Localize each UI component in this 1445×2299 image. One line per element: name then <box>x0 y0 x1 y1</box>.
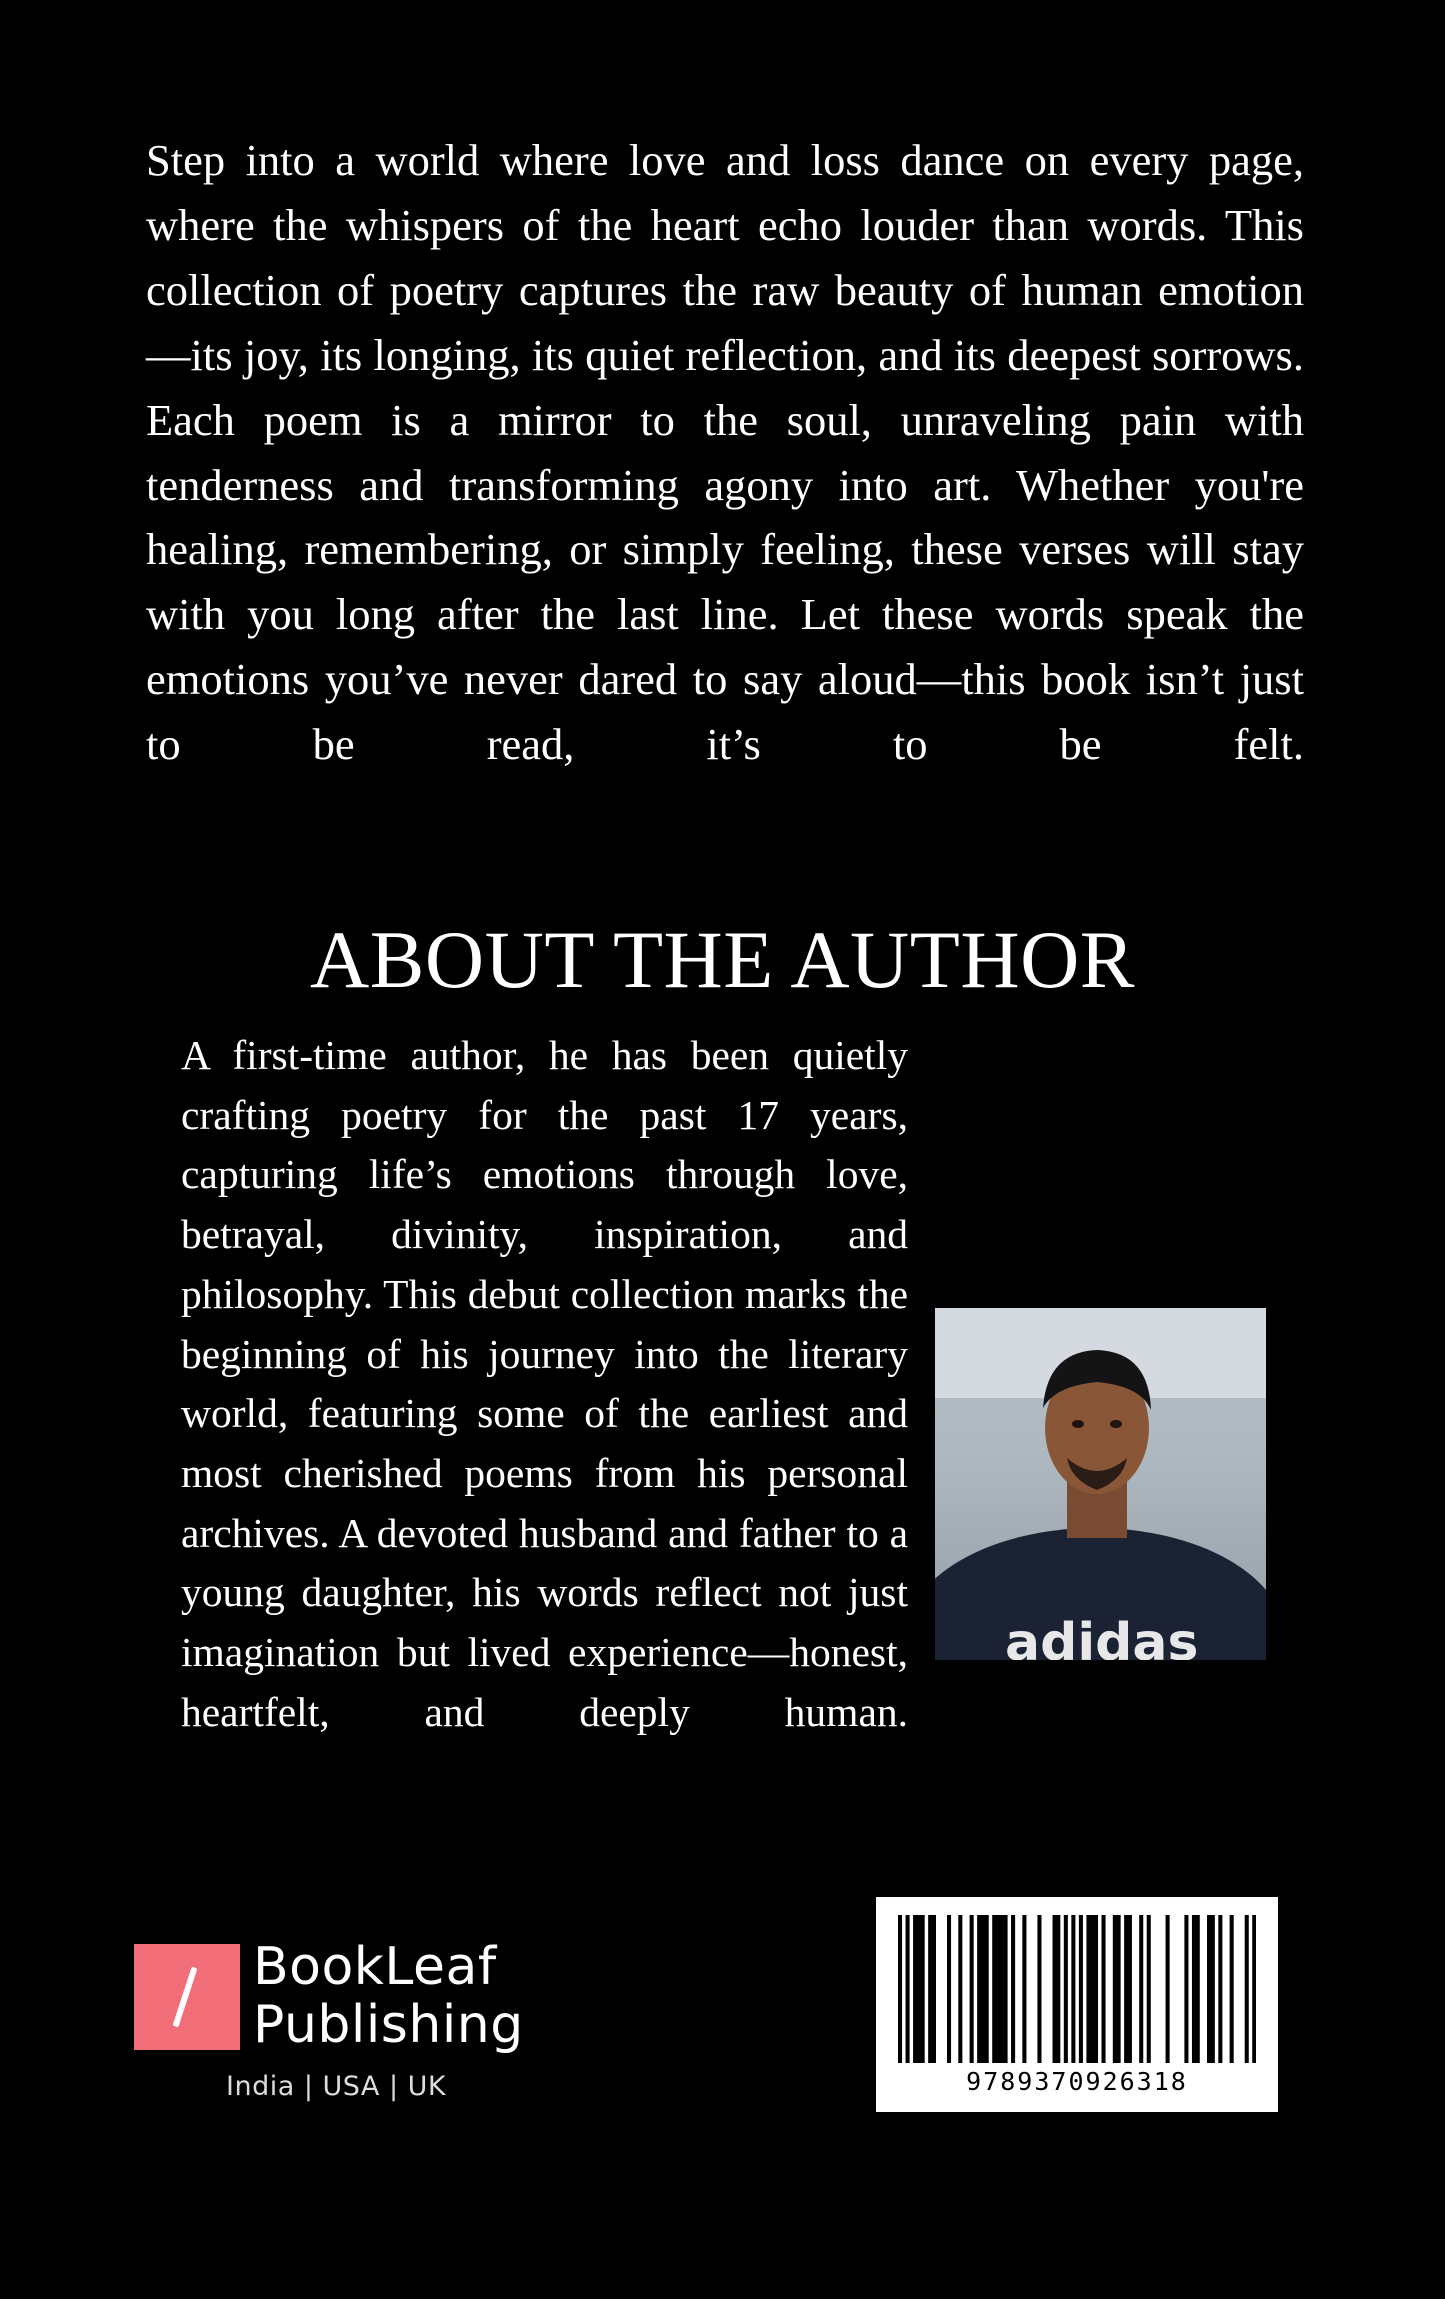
barcode-bar <box>1166 1915 1170 2063</box>
barcode-bar <box>898 1915 902 2063</box>
barcode-bar <box>1113 1915 1117 2063</box>
barcode-bar <box>1090 1915 1094 2063</box>
barcode-bar <box>1117 1915 1121 2063</box>
barcode <box>876 1897 1278 2112</box>
barcode-bar <box>1252 1915 1256 2063</box>
barcode-bar <box>1218 1915 1222 2063</box>
publisher-name-line1: BookLeaf <box>253 1937 497 1997</box>
barcode-bar <box>958 1915 962 2063</box>
barcode-bars <box>898 1915 1256 2063</box>
publisher-logo <box>134 1944 240 2050</box>
barcode-bar <box>947 1915 951 2063</box>
barcode-bar <box>1245 1915 1249 2063</box>
publisher-regions: India | USA | UK <box>226 2071 447 2102</box>
barcode-bar <box>970 1915 974 2063</box>
barcode-bar <box>977 1915 981 2063</box>
barcode-bar <box>1094 1915 1098 2063</box>
barcode-bar <box>1079 1915 1083 2063</box>
barcode-bar <box>1000 1915 1004 2063</box>
publisher-name-line2: Publishing <box>253 1995 524 2055</box>
barcode-bar <box>913 1915 917 2063</box>
barcode-bar <box>1211 1915 1215 2063</box>
barcode-bar <box>1184 1915 1188 2063</box>
about-author-heading: ABOUT THE AUTHOR <box>310 914 1135 1005</box>
barcode-bar <box>1037 1915 1041 2063</box>
barcode-bar <box>981 1915 985 2063</box>
author-photo <box>935 1308 1266 1660</box>
author-bio: A first-time author, he has been quietly crafting poetry for the past 17 years, capturing life’s emotions through love, betrayal, divinity, inspiration, and philosophy. This debut collection marks the beginning of his journey into the literary world, featuring some of the earliest and most cherished poems from his personal archives. A devoted husband and father to a young daughter, his words reflect not just imagination but lived experience—honest, heartfelt, and deeply human. <box>181 1032 908 1735</box>
barcode-bar <box>1022 1915 1026 2063</box>
barcode-bar <box>932 1915 936 2063</box>
barcode-bar <box>1011 1915 1015 2063</box>
barcode-bar <box>1064 1915 1068 2063</box>
barcode-bar <box>1207 1915 1211 2063</box>
barcode-bar <box>1053 1915 1057 2063</box>
barcode-bar <box>985 1915 989 2063</box>
barcode-bar <box>1004 1915 1008 2063</box>
isbn-number: 9789370926318 <box>966 2067 1188 2096</box>
barcode-bar <box>1147 1915 1151 2063</box>
barcode-bar <box>1101 1915 1105 2063</box>
shirt-text: adidas <box>1005 1613 1199 1660</box>
author-portrait-illustration <box>935 1308 1266 1660</box>
barcode-bar <box>928 1915 932 2063</box>
barcode-bar <box>1230 1915 1234 2063</box>
barcode-bar <box>906 1915 910 2063</box>
barcode-bar <box>1128 1915 1132 2063</box>
barcode-bar <box>921 1915 925 2063</box>
barcode-bar <box>1124 1915 1128 2063</box>
publisher-name <box>253 1938 524 2054</box>
barcode-bar <box>1139 1915 1143 2063</box>
barcode-bar <box>1192 1915 1196 2063</box>
barcode-bar <box>1086 1915 1090 2063</box>
barcode-bar <box>1071 1915 1075 2063</box>
book-blurb: Step into a world where love and loss dance on every page, where the whispers of the heart echo louder than words. This collection of poetry captures the raw beauty of human emotion—its joy, its longing, its quiet reflection, and its deepest sorrows. Each poem is a mirror to the soul, unraveling pain with tenderness and transforming agony into art. Whether you're healing, remembering, or simply feeling, these verses will stay with you long after the last line. Let these words speak the emotions you’ve never dared to say aloud—this book isn’t just to be read, it’s to be felt. <box>146 135 1304 770</box>
barcode-bar <box>1056 1915 1060 2063</box>
barcode-bar <box>917 1915 921 2063</box>
barcode-bar <box>992 1915 996 2063</box>
slash-icon <box>173 1967 198 2028</box>
barcode-bar <box>1196 1915 1200 2063</box>
barcode-bar <box>996 1915 1000 2063</box>
